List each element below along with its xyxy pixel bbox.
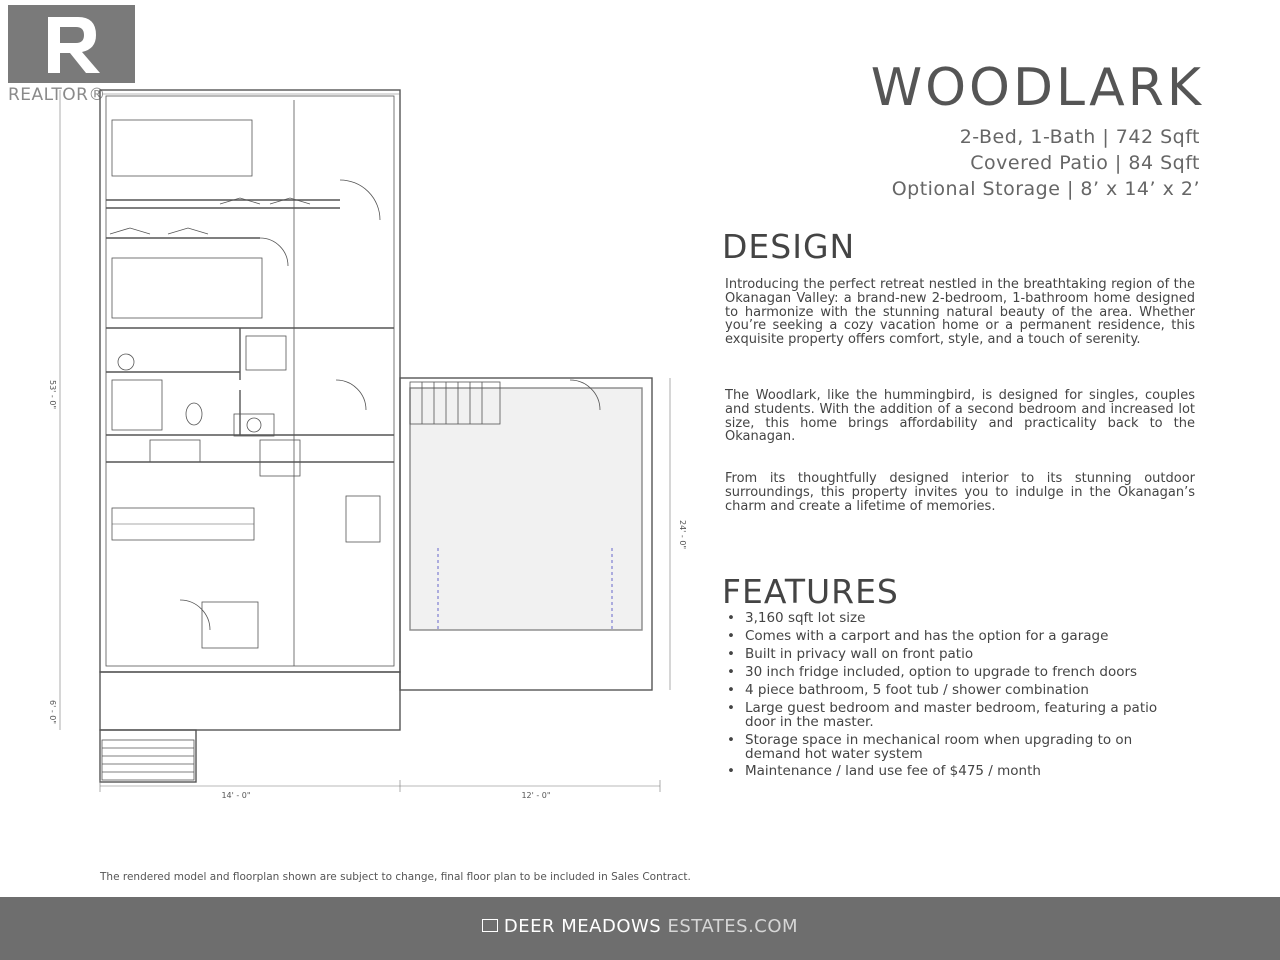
- floor-plan-walls: [60, 90, 670, 792]
- footer-brand-bold: DEER MEADOWS: [503, 916, 662, 937]
- feature-item: • 30 inch fridge included, option to upgrade to french doors: [725, 666, 1165, 680]
- spec-patio: Covered Patio | 84 Sqft: [970, 152, 1200, 174]
- disclaimer-text: The rendered model and floorplan shown are subject to change, final floor plan to be included in Sales Contract.: [100, 871, 691, 883]
- dimension-patio-depth: 24' - 0": [678, 520, 687, 550]
- features-heading: FEATURES: [722, 572, 899, 611]
- realtor-logo-mark: [8, 5, 135, 83]
- dimension-width-left: 14' - 0": [221, 791, 251, 800]
- footer-brand-light: ESTATES.COM: [667, 916, 799, 937]
- deer-meadows-logo-icon: [482, 919, 498, 932]
- dimension-deck-depth: 6' - 0": [48, 700, 57, 725]
- dimension-depth: 53' - 0": [48, 380, 57, 410]
- spec-bed-bath: 2-Bed, 1-Bath | 742 Sqft: [959, 126, 1200, 148]
- spec-storage: Optional Storage | 8’ x 14’ x 2’: [891, 178, 1200, 200]
- floor-plan: [40, 80, 700, 820]
- features-list: [725, 612, 1165, 783]
- feature-item: • Large guest bedroom and master bedroom, featuring a patio door in the master.: [725, 702, 1165, 730]
- design-paragraph: From its thoughtfully designed interior to its stunning outdoor surroundings, this property invites you to indulge in the Okanagan’s charm and create a lifetime of memories.: [725, 471, 1195, 514]
- feature-item: • Maintenance / land use fee of $475 / month: [725, 765, 1165, 779]
- realtor-r-icon: [8, 5, 135, 83]
- feature-item: • Built in privacy wall on front patio: [725, 648, 1165, 662]
- footer-bar: [0, 897, 1280, 960]
- page-title: WOODLARK: [870, 58, 1204, 118]
- design-heading: DESIGN: [722, 227, 856, 266]
- feature-item: • 4 piece bathroom, 5 foot tub / shower combination: [725, 684, 1165, 698]
- dimension-width-right: 12' - 0": [521, 791, 551, 800]
- design-paragraph: The Woodlark, like the hummingbird, is designed for singles, couples and students. With the addition of a second bedroom and increased lot size, this home brings affordability and practicality back to the Okanagan.: [725, 388, 1195, 445]
- feature-item: • Storage space in mechanical room when upgrading to on demand hot water system: [725, 734, 1165, 762]
- footer-brand[interactable]: [0, 916, 1280, 937]
- design-paragraph: Introducing the perfect retreat nestled in the breathtaking region of the Okanagan Valley: a brand-new 2-bedroom, 1-bathroom home designed to harmonize with the stunning natural beauty of the area. Whether you’re seeking a cozy vacation home or a permanent residence, this exquisite property offers comfort, style, and a touch of serenity.: [725, 277, 1195, 348]
- realtor-logo-text: REALTOR®: [8, 85, 106, 105]
- feature-item: • 3,160 sqft lot size: [725, 612, 1165, 626]
- feature-item: • Comes with a carport and has the option for a garage: [725, 630, 1165, 644]
